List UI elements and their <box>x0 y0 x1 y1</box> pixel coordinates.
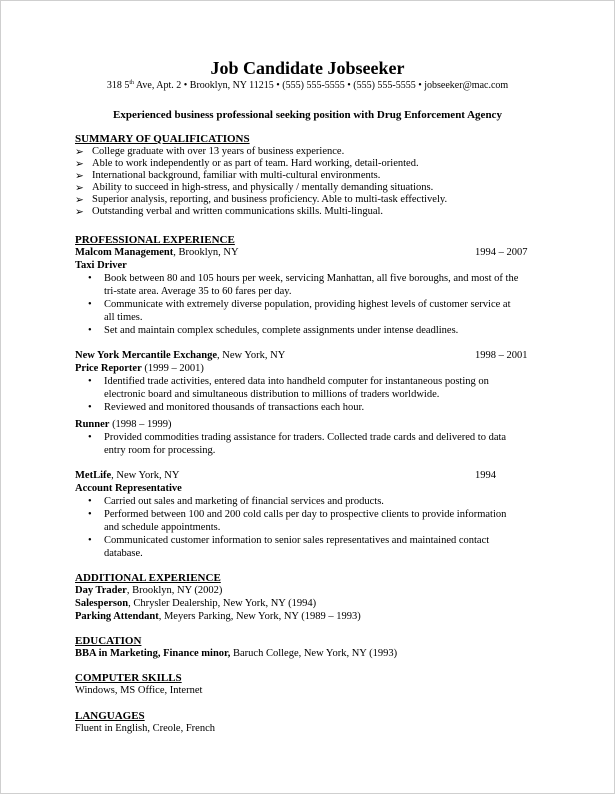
list-bullet-dot: • <box>88 299 92 310</box>
employer-line <box>75 470 179 481</box>
summary-item: College graduate with over 13 years of business experience. <box>92 146 345 157</box>
additional-item-title: Day Trader <box>75 585 127 596</box>
summary-item: International background, familiar with multi-cultural environments. <box>92 170 381 181</box>
employer-location: , New York, NY <box>111 470 180 481</box>
duty-item-line: Carried out sales and marketing of financial services and products. <box>104 496 384 507</box>
employer-line <box>75 247 239 258</box>
summary-item: Outstanding verbal and written communications skills. Multi-lingual. <box>92 206 384 217</box>
summary-item: Ability to succeed in high-stress, and physically / mentally demanding situations. <box>92 182 434 193</box>
duty-item-line: Set and maintain complex schedules, complete assignments under intense deadlines. <box>104 325 459 336</box>
list-bullet-dot: • <box>88 402 92 413</box>
job-title-dates: (1998 – 1999) <box>109 419 172 430</box>
duty-item-line: database. <box>104 548 143 559</box>
list-bullet-dot: • <box>88 496 92 507</box>
summary-item: Superior analysis, reporting, and business proficiency. Able to multi-task effectively. <box>92 194 448 205</box>
duty-item-line: electronic board and simultaneous distribution to millions of traders worldwide. <box>104 389 440 400</box>
education-entry <box>75 648 397 659</box>
job-title-line <box>75 419 172 430</box>
additional-item <box>75 585 222 596</box>
list-bullet-arrow: ➢ <box>75 207 84 218</box>
computer-skills-heading: COMPUTER SKILLS <box>75 672 182 684</box>
job-title-line <box>75 363 204 374</box>
degree: BBA in Marketing, Finance minor, <box>75 648 231 659</box>
computer-skills-text: Windows, MS Office, Internet <box>75 685 203 696</box>
list-bullet-arrow: ➢ <box>75 147 84 158</box>
duty-item-line: Communicate with extremely diverse population, providing highest levels of customer service at <box>104 299 511 310</box>
additional-item-title: Parking Attendant <box>75 611 159 622</box>
list-bullet-arrow: ➢ <box>75 159 84 170</box>
additional-item-detail: , Chrysler Dealership, New York, NY (1994) <box>128 598 317 609</box>
contact-line <box>0 80 615 91</box>
languages-text: Fluent in English, Creole, French <box>75 723 215 734</box>
experience-heading: PROFESSIONAL EXPERIENCE <box>75 234 235 246</box>
duty-item-line: tri-state area. Average 35 to 60 fares per day. <box>104 286 292 297</box>
list-bullet-arrow: ➢ <box>75 183 84 194</box>
employer-location: , Brooklyn, NY <box>173 247 239 258</box>
contact-ordinal-suffix: th <box>129 80 134 86</box>
employer-name: MetLife <box>75 470 112 481</box>
duty-item-line: and schedule appointments. <box>104 522 221 533</box>
employer-location: , New York, NY <box>217 350 286 361</box>
employment-dates: 1998 – 2001 <box>475 350 528 361</box>
job-title: Price Reporter <box>75 363 142 374</box>
list-bullet-arrow: ➢ <box>75 171 84 182</box>
duty-item-line: Communicated customer information to senior sales representatives and maintained contact <box>104 535 490 546</box>
duty-item-line: Book between 80 and 105 hours per week, servicing Manhattan, all five boroughs, and most of the <box>104 273 519 284</box>
objective-statement: Experienced business professional seeking position with Drug Enforcement Agency <box>113 109 502 121</box>
school-detail: Baruch College, New York, NY (1993) <box>230 648 398 659</box>
duty-item-line: Provided commodities trading assistance for traders. Collected trade cards and delivered to data <box>104 432 507 443</box>
list-bullet-dot: • <box>88 535 92 546</box>
additional-experience-heading: ADDITIONAL EXPERIENCE <box>75 572 221 584</box>
employer-name: Malcom Management <box>75 247 174 258</box>
list-bullet-dot: • <box>88 376 92 387</box>
job-title: Taxi Driver <box>75 260 127 271</box>
additional-item-detail: , Meyers Parking, New York, NY (1989 – 1993) <box>158 611 361 622</box>
employer-name: New York Mercantile Exchange <box>75 350 218 361</box>
duty-item-line: all times. <box>104 312 143 323</box>
list-bullet-dot: • <box>88 509 92 520</box>
employment-dates: 1994 <box>475 470 496 481</box>
summary-heading: SUMMARY OF QUALIFICATIONS <box>75 133 250 145</box>
additional-item-title: Salesperson <box>75 598 129 609</box>
duty-item-line: entry room for processing. <box>104 445 216 456</box>
contact-address-number: 318 5 <box>106 80 130 91</box>
job-title: Account Representative <box>75 483 182 494</box>
summary-item: Able to work independently or as part of team. Hard working, detail-oriented. <box>92 158 419 169</box>
duty-item-line: Performed between 100 and 200 cold calls per day to prospective clients to provide information <box>104 509 507 520</box>
duty-item-line: Reviewed and monitored thousands of transactions each hour. <box>104 402 365 413</box>
list-bullet-dot: • <box>88 325 92 336</box>
job-title: Runner <box>75 419 110 430</box>
languages-heading: LANGUAGES <box>75 710 145 722</box>
candidate-name: Job Candidate Jobseeker <box>210 58 405 78</box>
employer-line <box>75 350 285 361</box>
list-bullet-dot: • <box>88 432 92 443</box>
duty-item-line: Identified trade activities, entered data into handheld computer for instantaneous posting on <box>104 376 489 387</box>
additional-item <box>75 611 361 622</box>
additional-item-detail: , Brooklyn, NY (2002) <box>126 585 223 596</box>
additional-item <box>75 598 316 609</box>
employment-dates: 1994 – 2007 <box>475 247 528 258</box>
education-heading: EDUCATION <box>75 635 142 647</box>
contact-details: Ave, Apt. 2 • Brooklyn, NY 11215 • (555) 555-5555 • (555) 555-5555 • jobseeker@mac.com <box>133 80 509 91</box>
list-bullet-arrow: ➢ <box>75 195 84 206</box>
list-bullet-dot: • <box>88 273 92 284</box>
job-title-dates: (1999 – 2001) <box>141 363 204 374</box>
